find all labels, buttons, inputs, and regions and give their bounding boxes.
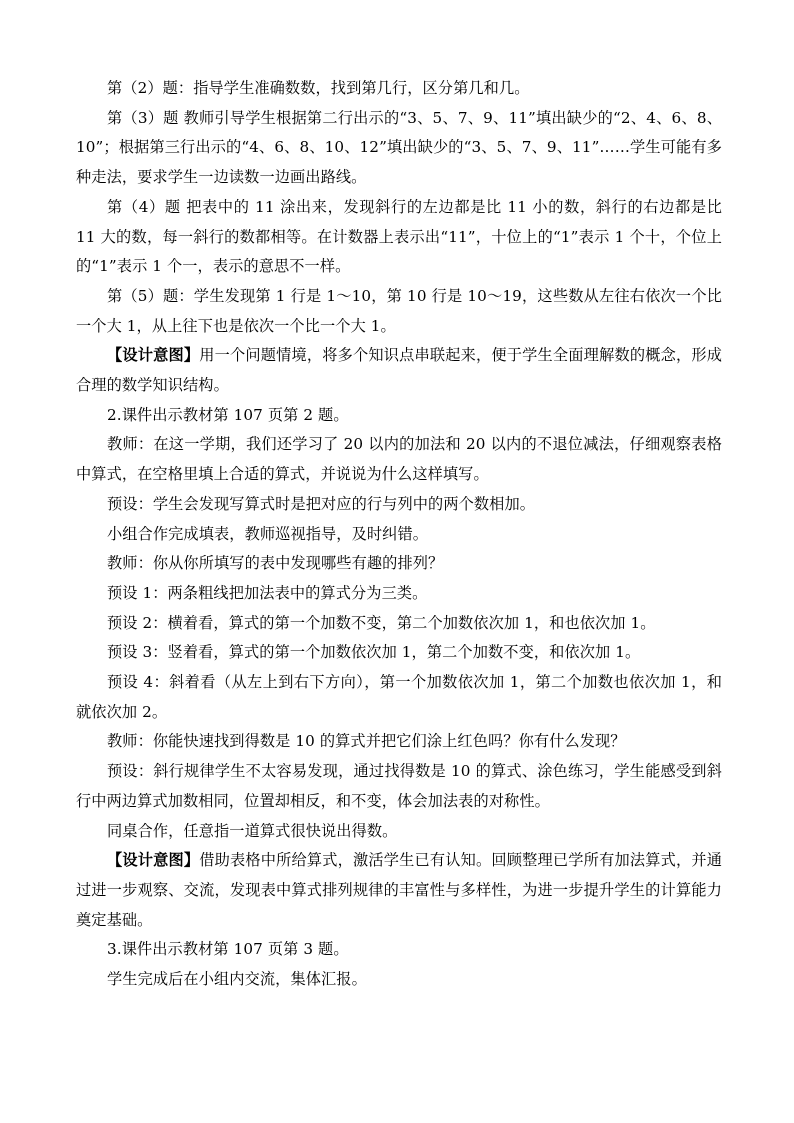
paragraph-text: 借助表格中所给算式，激活学生已有认知。回顾整理已学所有加法算式，并通过进一步观察、交流，发现表中算式排列规律的丰富性与多样性，为进一步提升学生的计算能力奠定基础。 [76, 851, 722, 929]
paragraph-teacher-1 [76, 430, 722, 489]
paragraph-text: 预设 1：两条粗线把加法表中的算式分为三类。 [107, 583, 428, 602]
paragraph-teacher-3 [76, 727, 722, 757]
paragraph-question-5 [76, 282, 722, 341]
paragraph-group-work [76, 520, 722, 550]
paragraph-text: 预设 3：竖着看，算式的第一个加数依次加 1，第二个加数不变，和依次加 1。 [107, 643, 641, 662]
paragraph-group-report [76, 965, 722, 995]
paragraph-text: 预设 2：横着看，算式的第一个加数不变，第二个加数依次加 1，和也依次加 1。 [107, 613, 656, 632]
paragraph-text: 预设：斜行规律学生不太容易发现，通过找得数是 10 的算式、涂色练习，学生能感受到斜行中两边算式加数相同，位置却相反，和不变，体会加法表的对称性。 [76, 762, 722, 810]
paragraph-text: 用一个问题情境，将多个知识点串联起来，便于学生全面理解数的概念，形成合理的数学知识结构。 [76, 346, 722, 395]
paragraph-section-3-heading [76, 935, 722, 965]
paragraph-preset-4 [76, 668, 722, 727]
paragraph-section-2-heading [76, 401, 722, 431]
paragraph-text: 学生完成后在小组内交流，集体汇报。 [107, 970, 367, 989]
paragraph-preset-2 [76, 609, 722, 639]
paragraph-question-3 [76, 104, 722, 193]
paragraph-text: 第（3）题 教师引导学生根据第二行出示的“3、5、7、9、11”填出缺少的“2、4、6、8、10”；根据第三行出示的“4、6、8、10、12”填出缺少的“3、5、7、9、11”……学生可能有多种走法，要求学生一边读数一边画出路线。 [76, 108, 722, 187]
paragraph-text: 第（2）题：指导学生准确数数，找到第几行，区分第几和几。 [107, 79, 530, 97]
paragraph-text: 第（4）题 把表中的 11 涂出来，发现斜行的左边都是比 11 小的数，斜行的右边都是比 11 大的数，每一斜行的数都相等。在计数器上表示出“11”，十位上的“1”表示 1 个十，个位上的“1”表示 1 个一，表示的意思不一样。 [76, 197, 722, 276]
paragraph-text: 小组合作完成填表，教师巡视指导，及时纠错。 [107, 524, 429, 543]
paragraph-teacher-2 [76, 549, 722, 579]
paragraph-design-intent-2 [76, 846, 722, 935]
paragraph-text: 预设：学生会发现写算式时是把对应的行与列中的两个数相加。 [107, 494, 536, 513]
paragraph-text: 2.课件出示教材第 107 页第 2 题。 [107, 405, 349, 424]
paragraph-preset-diagonal [76, 757, 722, 816]
paragraph-pair-work [76, 817, 722, 847]
paragraph-text: 第（5）题：学生发现第 1 行是 1～10，第 10 行是 10～19，这些数从左往右依次一个比一个大 1，从上往下也是依次一个比一个大 1。 [76, 286, 722, 335]
paragraph-question-2 [76, 74, 722, 104]
paragraph-text: 教师：在这一学期，我们还学习了 20 以内的加法和 20 以内的不退位减法，仔细观察表格中算式，在空格里填上合适的算式，并说说为什么这样填写。 [76, 435, 722, 484]
paragraph-text: 教师：你从你所填写的表中发现哪些有趣的排列？ [107, 554, 444, 573]
paragraph-text: 3.课件出示教材第 107 页第 3 题。 [107, 940, 349, 959]
paragraph-preset-1 [76, 579, 722, 609]
paragraph-question-4 [76, 193, 722, 282]
paragraph-text: 同桌合作，任意指一道算式很快说出得数。 [107, 821, 398, 840]
paragraph-preset [76, 490, 722, 520]
paragraph-text: 教师：你能快速找到得数是 10 的算式并把它们涂上红色吗？你有什么发现？ [107, 732, 626, 751]
design-intent-tag: 【设计意图】 [107, 346, 200, 365]
paragraph-text: 预设 4：斜着看（从左上到右下方向），第一个加数依次加 1，第二个加数也依次加 1，和就依次加 2。 [76, 673, 722, 721]
paragraph-design-intent-1 [76, 341, 722, 400]
paragraph-preset-3 [76, 638, 722, 668]
design-intent-tag: 【设计意图】 [107, 851, 200, 870]
